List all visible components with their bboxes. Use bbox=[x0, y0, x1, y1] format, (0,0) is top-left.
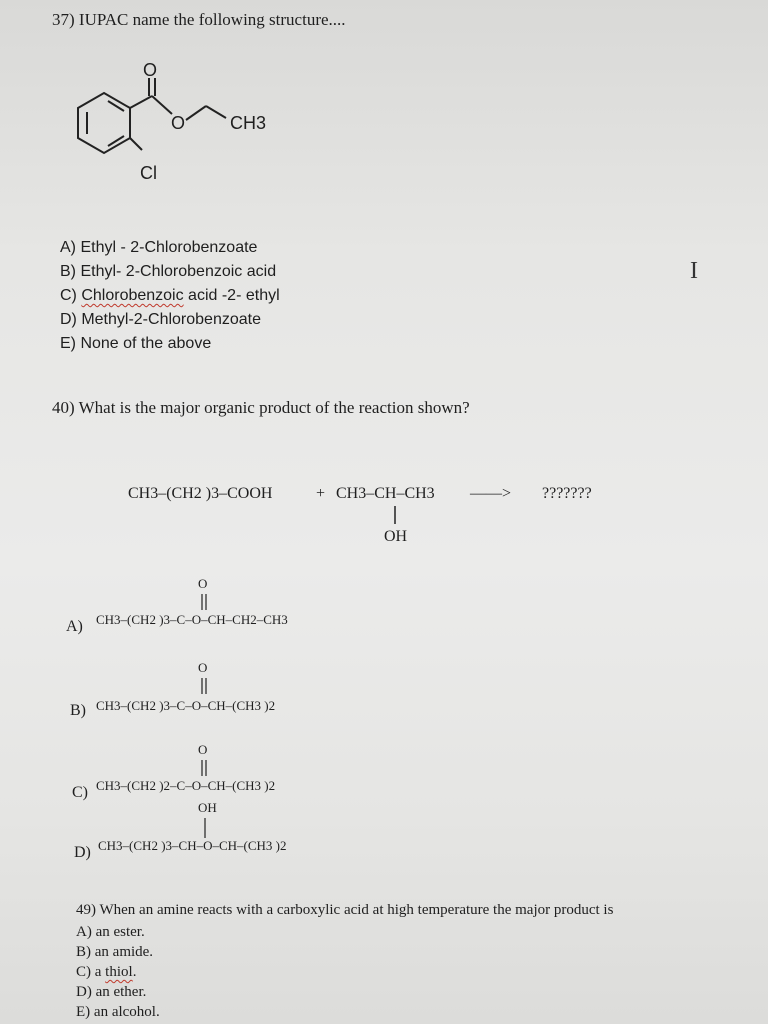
q49-choice-c-rest: . bbox=[132, 964, 137, 980]
q37-choice-c-rest: acid -2- ethyl bbox=[183, 287, 280, 304]
methyl-label: CH3 bbox=[230, 113, 267, 133]
q37-choice-e[interactable]: E) None of the above bbox=[60, 335, 212, 352]
q37-choice-c-underlined: Chlorobenzoic bbox=[81, 287, 184, 304]
q37-title: 37) IUPAC name the following structure.... bbox=[52, 10, 346, 29]
text-cursor-icon: I bbox=[690, 258, 698, 284]
q49-title: 49) When an amine reacts with a carboxylic acid at high temperature the major product is bbox=[76, 902, 614, 918]
option-c-oh-label: OH bbox=[198, 800, 217, 815]
reactant-oh-label: OH bbox=[384, 528, 408, 545]
option-a-formula[interactable]: CH3–(CH2 )3–C–O–CH–CH2–CH3 bbox=[96, 612, 288, 627]
carbonyl-oxygen-label: O bbox=[143, 60, 158, 80]
option-a-label[interactable]: A) bbox=[66, 618, 83, 635]
option-b-carbonyl-o: O bbox=[198, 660, 208, 675]
option-c-label[interactable]: C) bbox=[72, 784, 88, 801]
reaction-arrow: ——> bbox=[470, 485, 512, 502]
option-b-formula[interactable]: CH3–(CH2 )3–C–O–CH–(CH3 )2 bbox=[96, 698, 276, 713]
q49-choices bbox=[76, 922, 160, 1022]
q37-choice-b[interactable]: B) Ethyl- 2-Chlorobenzoic acid bbox=[60, 263, 277, 280]
q49-choice-b[interactable]: B) an amide. bbox=[76, 944, 154, 960]
option-c-carbonyl-o: O bbox=[198, 742, 208, 757]
plus-sign: + bbox=[316, 485, 326, 502]
q49-choice-c[interactable] bbox=[76, 962, 160, 982]
chlorine-label: Cl bbox=[140, 163, 157, 183]
reactant-acid: CH3–(CH2 )3–COOH bbox=[128, 485, 273, 502]
q49-choice-e[interactable]: E) an alcohol. bbox=[76, 1004, 160, 1020]
option-a-carbonyl-o: O bbox=[198, 576, 208, 591]
q37-choice-c-prefix: C) bbox=[60, 287, 82, 304]
ester-oxygen-label: O bbox=[171, 113, 186, 133]
option-c-formula[interactable]: CH3–(CH2 )2–C–O–CH–(CH3 )2 bbox=[96, 778, 276, 793]
q37-choice-a[interactable]: A) Ethyl - 2-Chlorobenzoate bbox=[60, 239, 258, 256]
reactant-alcohol: CH3–CH–CH3 bbox=[336, 485, 435, 502]
unknown-product: ??????? bbox=[542, 485, 592, 502]
q37-choice-d[interactable]: D) Methyl-2-Chlorobenzoate bbox=[60, 311, 261, 328]
q49-choice-c-underlined: thiol bbox=[105, 964, 133, 980]
q49-choice-a[interactable]: A) an ester. bbox=[76, 924, 145, 940]
q40-title: 40) What is the major organic product of the reaction shown? bbox=[52, 398, 470, 417]
option-d-formula[interactable]: CH3–(CH2 )3–CH–O–CH–(CH3 )2 bbox=[98, 838, 287, 853]
q49-choice-d[interactable]: D) an ether. bbox=[76, 984, 147, 1000]
q49-choice-c-prefix: C) a bbox=[76, 964, 106, 980]
option-b-label[interactable]: B) bbox=[70, 702, 86, 719]
option-d-label[interactable]: D) bbox=[74, 844, 91, 861]
